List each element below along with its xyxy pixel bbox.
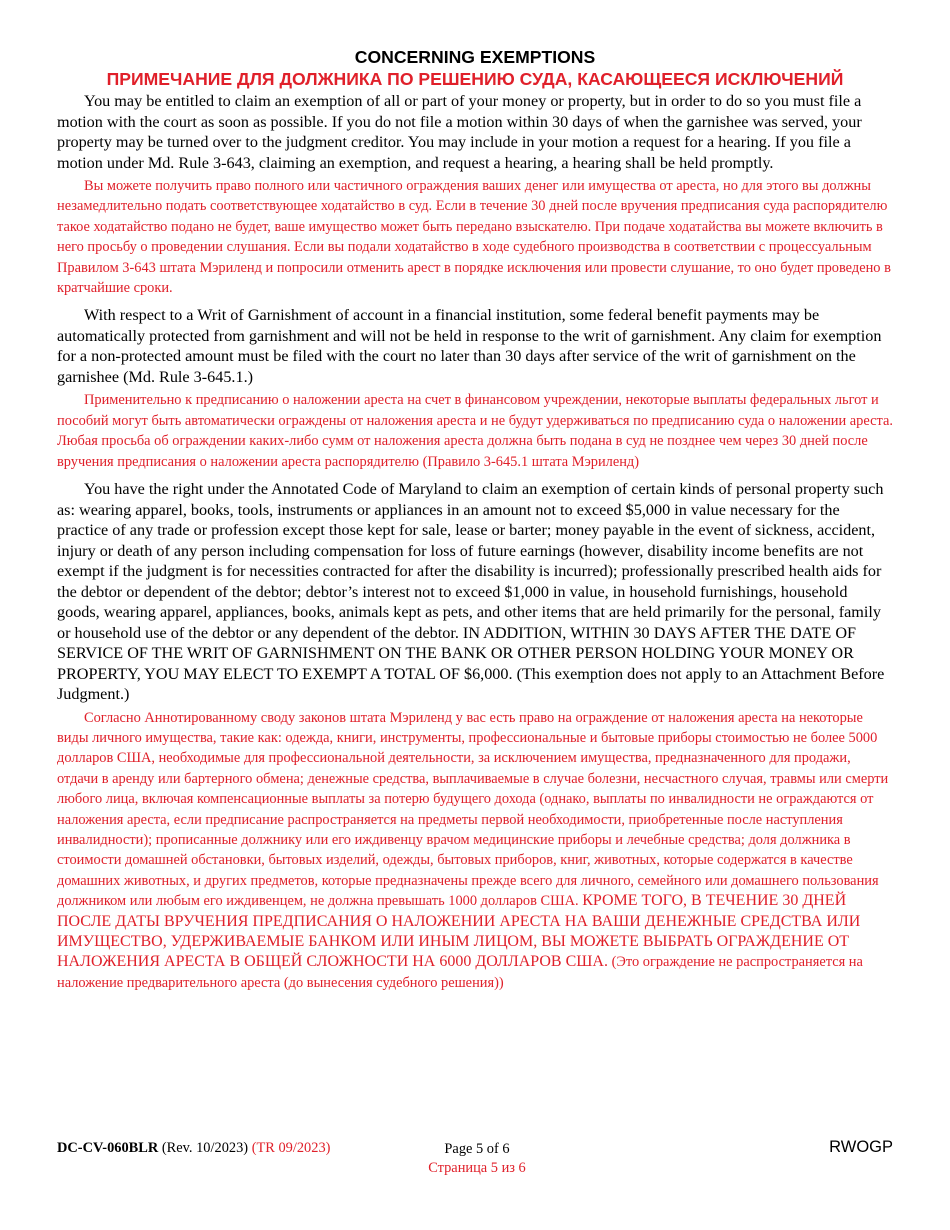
paragraph-3-russian-caps: КРОМЕ ТОГО, В ТЕЧЕНИЕ 30 ДНЕЙ ПОСЛЕ ДАТЫ ВРУЧЕНИЯ ПРЕДПИСАНИЯ О НАЛОЖЕНИИ АРЕСТА НА ВАШИ ДЕНЕЖНЫЕ СРЕДСТВА ИЛИ ИМУЩЕСТВО, УДЕРЖИВАЕМЫЕ БАНКОМ ИЛИ ИНЫМ ЛИЦОМ, ВЫ МОЖЕТЕ ВЫБРАТЬ ОГРАЖДЕНИЕ ОТ НАЛОЖЕНИЯ АРЕСТА В ОБЩЕЙ СЛОЖНОСТИ НА 6000 ДОЛЛАРОВ США. [57,892,861,971]
paragraph-3-english: You have the right under the Annotated Code of Maryland to claim an exemption of certain kinds of personal property such as: wearing apparel, books, tools, instruments or appliances in an amount not to exceed $5,000 in value necessary for the practice of any trade or profession except those kept for sale, lease or barter; money payable in the event of sickness, accident, injury or death of any person including compensation for loss of future earnings (however, disability income benefits are not exempt if the judgment is for necessities contracted for after the disability is incurred); professionally prescribed health aids for the debtor or dependent of the debtor; debtor’s interest not to exceed $1,000 in value, in household furnishings, household goods, wearing apparel, appliances, books, animals kept as pets, and other items that are held primarily for the personal, family or household use of the debtor or any dependent of the debtor. IN ADDITION, WITHIN 30 DAYS AFTER THE DATE OF SERVICE OF THE WRIT OF GARNISHMENT ON THE BANK OR OTHER PERSON HOLDING YOUR MONEY OR PROPERTY, YOU MAY ELECT TO EXEMPT A TOTAL OF $6,000. (This exemption does not apply to an Attachment Before Judgment.) [57,480,885,704]
paragraph-2-english: With respect to a Writ of Garnishment of account in a financial institution, some federal benefit payments may be automatically protected from garnishment and will not be held in response to the writ of garnishment. Any claim for exemption for a non-protected amount must be filed with the court no later than 30 days after service of the writ of garnishment on the garnishee (Md. Rule 3-645.1.) [57,306,882,386]
paragraph-2-russian: Применительно к предписанию о наложении ареста на счет в финансовом учреждении, некоторые выплаты федеральных льгот и пособий могут быть автоматически ограждены от наложения ареста и не будут удерживаться по предписанию суда о наложении ареста. Любая просьба об ограждении каких-либо сумм от наложения ареста должна быть подана в суд не позднее чем через 30 дней после вручения предписания о наложении ареста распорядителю (Правило 3-645.1 штата Мэриленд) [57,392,893,470]
form-identifier [57,1140,330,1157]
page-number-english: Page 5 of 6 [444,1141,510,1157]
paragraph-1-russian: Вы можете получить право полного или частичного ограждения ваших денег или имущества от ареста, но для этого вы должны незамедлительно подать соответствующее ходатайство в суд. Если в течение 30 дней после вручения предписания суда распорядителю такое ходатайство подано не будет, ваше имущество может быть передано взыскателю. При подаче ходатайства вы можете включить в него просьбу о проведении слушания. Если вы подали ходатайство в ходе судебного производства в соответствии с процессуальным Правилом 3-643 штата Мэриленд и попросили отменить арест в порядке исключения или провести слушание, то оно будет проведено в кратчайшие сроки. [57,178,891,297]
paragraph-3-russian [57,708,893,994]
page-number [387,1140,567,1178]
page-footer [57,1138,893,1182]
form-revision: (Rev. 10/2023) [161,1140,249,1156]
page-number-russian: Страница 5 из 6 [428,1160,526,1176]
paragraph-3-russian-note: (Это ограждение не распространяется на наложение предварительного ареста (до вынесения судебного решения)) [57,954,863,991]
paragraph-3-russian-body: Согласно Аннотированному своду законов штата Мэриленд у вас есть право на ограждение от наложения ареста на некоторые виды личного имущества, такие как: одежда, книги, инструменты, профессиональные и бытовые приборы стоимостью не более 5000 долларов США, необходимые для профессиональной деятельности, за исключением имущества, предназначенного для продажи, отдачи в аренду или бартерного обмена; денежные средства, выплачиваемые в случае болезни, несчастного случая, травмы или смерти любого лица, включая компенсационные выплаты за потерю будущего дохода (однако, выплаты по инвалидности не ограждаются от наложения ареста, если предписание распространяется на предметы первой необходимости, приобретенные после наступления инвалидности); прописанные должнику или его иждивенцу врачом медицинские приборы и лечебные средства; доля должника в стоимости домашней обстановки, бытовых изделий, одежды, бытовых приборов, книг, животных, которые содержатся в качестве домашних животных, и других предметов, которые предназначены прежде всего для личного, семейного или домашнего пользования должником или любым его иждивенцем, не должна превышать 1000 долларов США. [57,709,889,910]
form-number: DC-CV-060BLR [57,1140,159,1156]
translation-revision: (TR 09/2023) [251,1140,331,1156]
document-page [57,46,893,993]
title-english: CONCERNING EXEMPTIONS [354,47,596,67]
form-code: RWOGP [829,1138,893,1156]
paragraph-1-english: You may be entitled to claim an exemption of all or part of your money or property, but in order to do so you must file a motion with the court as soon as possible. If you do not file a motion within 30 days of when the garnishee was served, your property may be turned over to the judgment creditor. You may include in your motion a request for a hearing. If you file a motion under Md. Rule 3-643, claiming an exemption, and request a hearing, a hearing shall be held promptly. [57,92,862,172]
title-russian: ПРИМЕЧАНИЕ ДЛЯ ДОЛЖНИКА ПО РЕШЕНИЮ СУДА, КАСАЮЩЕЕСЯ ИСКЛЮЧЕНИЙ [106,69,844,89]
